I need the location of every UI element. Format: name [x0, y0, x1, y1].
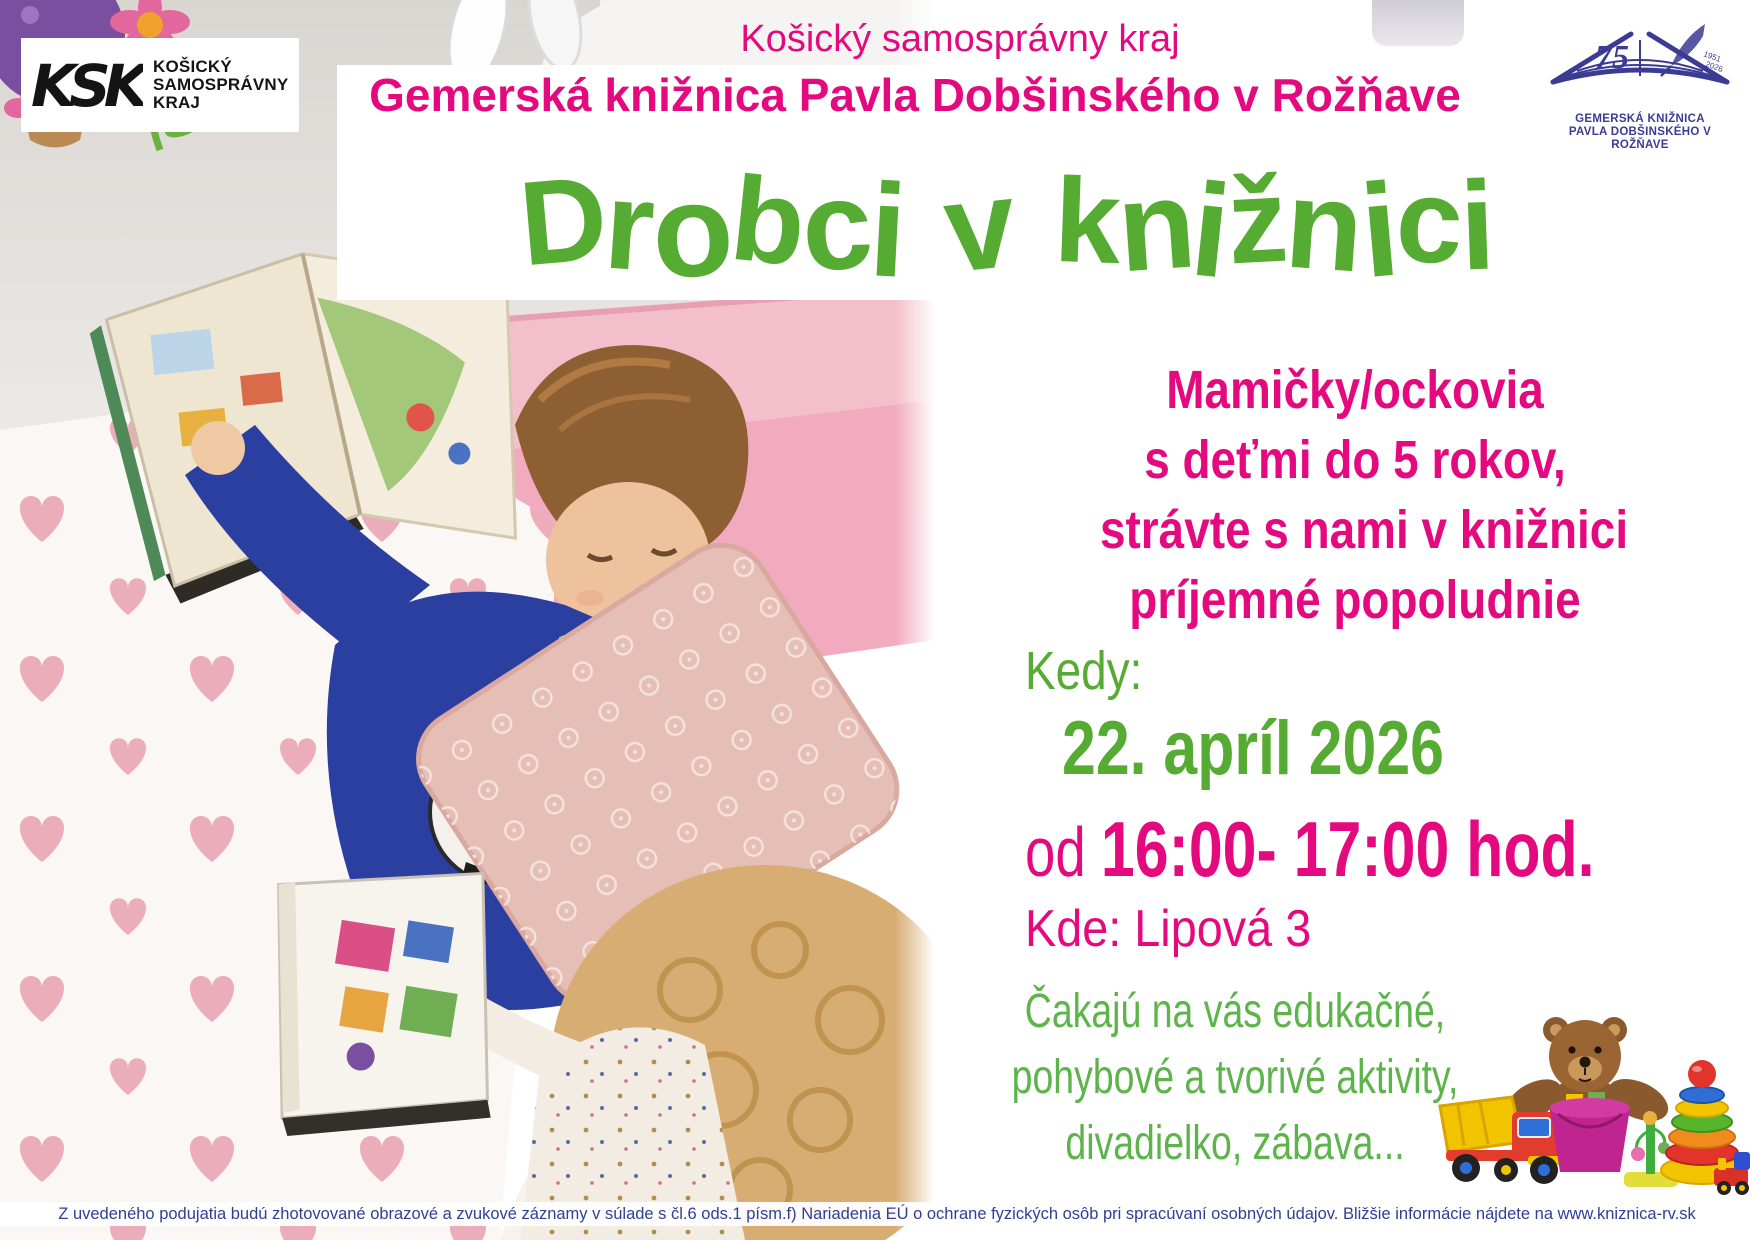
anniversary-logo: [1540, 20, 1740, 152]
svg-text:75: 75: [1595, 39, 1629, 76]
ksk-line-1: KOŠICKÝ: [153, 57, 232, 76]
invitation-line-2: s deťmi do 5 rokov,: [1144, 430, 1566, 490]
time-value: 16:00- 17:00 hod.: [1100, 805, 1595, 893]
when-label: Kedy:: [1025, 641, 1143, 701]
svg-text:1951: 1951: [1702, 49, 1723, 64]
activities-line-3: divadielko, zábava...: [1065, 1117, 1405, 1170]
where-line: Kde: Lipová 3: [1025, 900, 1312, 958]
toy-bucket-icon: [1550, 1092, 1630, 1172]
toys-illustration: [1432, 1002, 1754, 1202]
time-prefix: od: [1025, 813, 1101, 891]
invitation-line-1: Mamičky/ockovia: [1166, 360, 1544, 420]
footer-notice-text: Z uvedeného podujatia budú zhotovované obrazové a zvukové záznamy v súlade s čl.6 ods.1 písm.f) Nariadenia EÚ o ochrane fyzických osôb pri spracúvaní osobných údajov. Bližšie informácie nájdete na www.kniznica-rv.sk: [58, 1204, 1696, 1223]
library-name-line: Gemerská knižnica Pavla Dobšinského v Rožňave: [369, 69, 1461, 121]
activities-text: [1001, 979, 1469, 1177]
ksk-monogram-icon: [31, 50, 143, 120]
ksk-line-2: SAMOSPRÁVNY: [153, 75, 289, 94]
stacking-rings-icon: [1661, 1060, 1743, 1184]
event-date: 22. apríl 2026: [1062, 706, 1444, 791]
svg-text:KSK: KSK: [31, 52, 142, 120]
activities-line-1: Čakajú na vás edukačné,: [1024, 985, 1446, 1038]
ksk-line-3: KRAJ: [153, 93, 201, 112]
anniversary-logo-line-1: GEMERSKÁ KNIŽNICA: [1575, 113, 1705, 125]
ksk-logo: [21, 38, 299, 132]
open-book-quill-icon: [1545, 20, 1735, 108]
activities-line-2: pohybové a tvorivé aktivity,: [1011, 1051, 1459, 1104]
region-authority-line: Košický samosprávny kraj: [740, 18, 1180, 60]
svg-text:2026: 2026: [1704, 59, 1725, 74]
invitation-text: [1100, 355, 1629, 635]
event-title: Drobci v knižnici: [514, 151, 1496, 307]
event-time: [1025, 804, 1595, 895]
footer-notice-bar: [0, 1202, 1754, 1226]
ksk-logo-text: [153, 58, 288, 112]
invitation-line-3: strávte s nami v knižnici: [1100, 500, 1629, 560]
anniversary-logo-line-2: PAVLA DOBŠINSKÉHO V ROŽŇAVE: [1568, 126, 1712, 151]
invitation-line-4: príjemné popoludnie: [1129, 570, 1581, 630]
